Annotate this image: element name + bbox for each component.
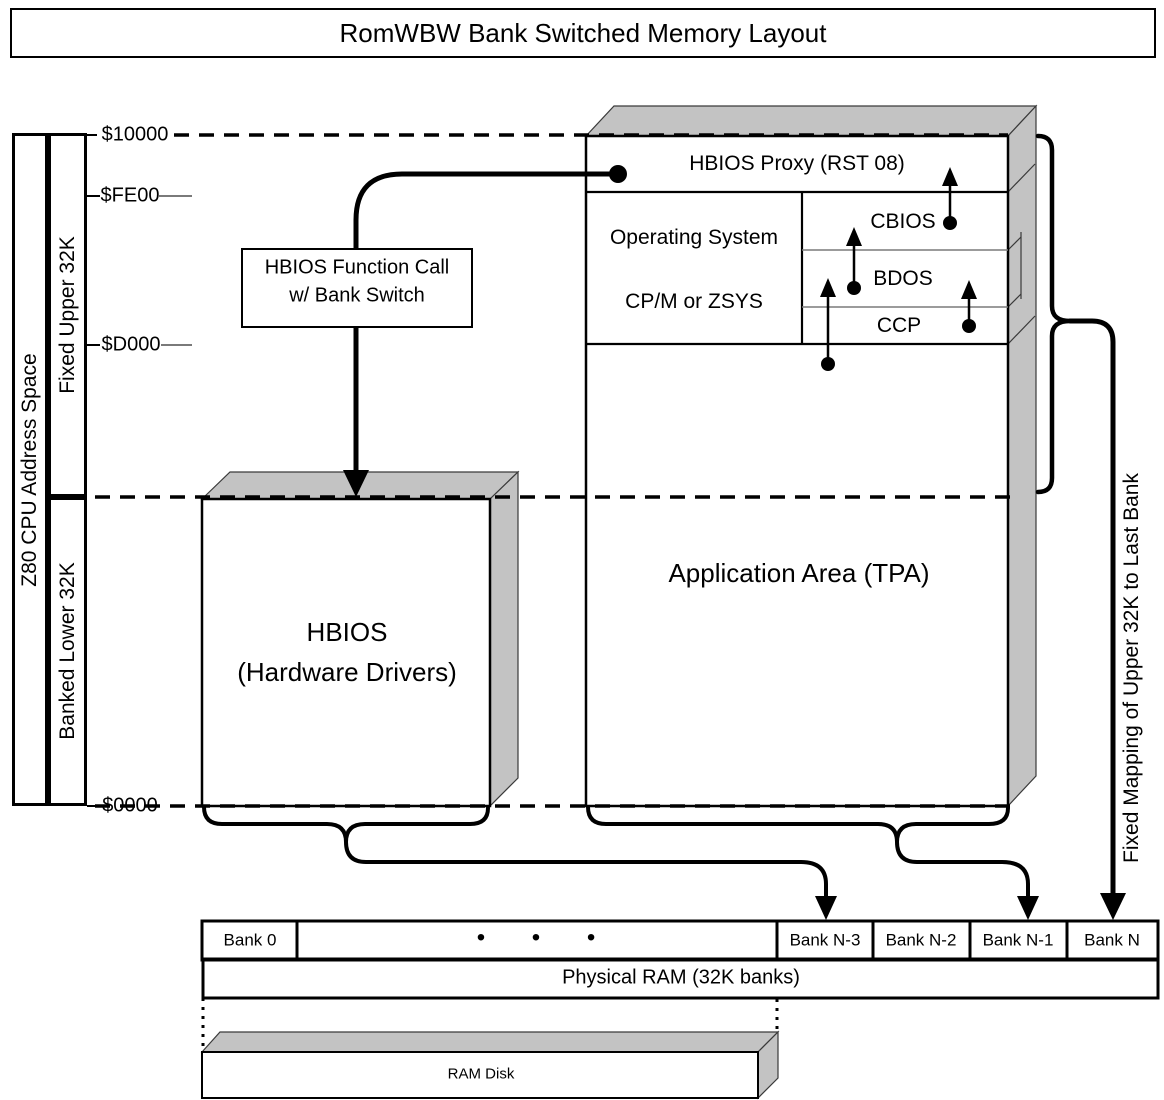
hbios-proxy-label: HBIOS Proxy (RST 08) bbox=[689, 151, 905, 175]
os-flavor-label: CP/M or ZSYS bbox=[625, 289, 763, 313]
ccp-label: CCP bbox=[876, 313, 922, 337]
physical-ram-label: Physical RAM (32K banks) bbox=[562, 966, 800, 989]
diagram-title-box bbox=[10, 8, 1156, 58]
fixed-mapping-note: Fixed Mapping of Upper 32K to Last Bank bbox=[1119, 473, 1143, 863]
function-call-line1: HBIOS Function Call bbox=[264, 256, 450, 279]
hbios-to-bank-line bbox=[346, 842, 826, 897]
upper32k-brace bbox=[1038, 136, 1070, 492]
addr-label-fe00: $FE00 bbox=[100, 184, 160, 207]
bank-n1-label: Bank N-1 bbox=[982, 930, 1054, 950]
page-title: RomWBW Bank Switched Memory Layout bbox=[339, 17, 827, 48]
bank-ellipsis: • • • bbox=[476, 924, 616, 951]
bank-n3-arrowhead bbox=[815, 896, 837, 920]
bank-n-label: Bank N bbox=[1084, 930, 1140, 950]
app-box-top-face bbox=[586, 106, 1036, 136]
addr-label-10000: $10000 bbox=[101, 123, 169, 146]
bdos-label: BDOS bbox=[873, 266, 933, 290]
cbios-label: CBIOS bbox=[870, 209, 936, 233]
application-area-label: Application Area (TPA) bbox=[668, 557, 930, 588]
bank-0-label: Bank 0 bbox=[223, 930, 277, 950]
addr-label-0000: $0000 bbox=[102, 794, 158, 817]
cpu-address-space-label: Z80 CPU Address Space bbox=[17, 353, 41, 587]
hbios-bottom-brace bbox=[204, 807, 488, 842]
fixed-mapping-arrowhead bbox=[1100, 893, 1126, 920]
fixed-mapping-line bbox=[1070, 321, 1113, 894]
hbios-box-right-face bbox=[490, 472, 518, 806]
ram-disk-label: RAM Disk bbox=[447, 1065, 515, 1083]
function-call-line2: w/ Bank Switch bbox=[289, 284, 425, 307]
bank-n3-label: Bank N-3 bbox=[789, 930, 861, 950]
bank-n2-label: Bank N-2 bbox=[885, 930, 957, 950]
app-bottom-brace bbox=[588, 807, 1008, 842]
ramdisk-top-face bbox=[202, 1032, 778, 1052]
proxy-origin-dot bbox=[609, 165, 627, 183]
banked-lower-32k-label: Banked Lower 32K bbox=[55, 562, 79, 740]
bank-n1-arrowhead bbox=[1017, 896, 1039, 920]
hbios-box-fill bbox=[202, 499, 490, 806]
addr-label-d000: $D000 bbox=[101, 333, 161, 356]
hbios-box-line2: (Hardware Drivers) bbox=[237, 656, 457, 687]
app-to-bank-line bbox=[897, 842, 1028, 897]
fixed-upper-32k-label: Fixed Upper 32K bbox=[55, 236, 79, 394]
app-box-right-face bbox=[1008, 106, 1036, 806]
hbios-box-line1: HBIOS bbox=[306, 616, 388, 647]
operating-system-label: Operating System bbox=[609, 225, 779, 249]
